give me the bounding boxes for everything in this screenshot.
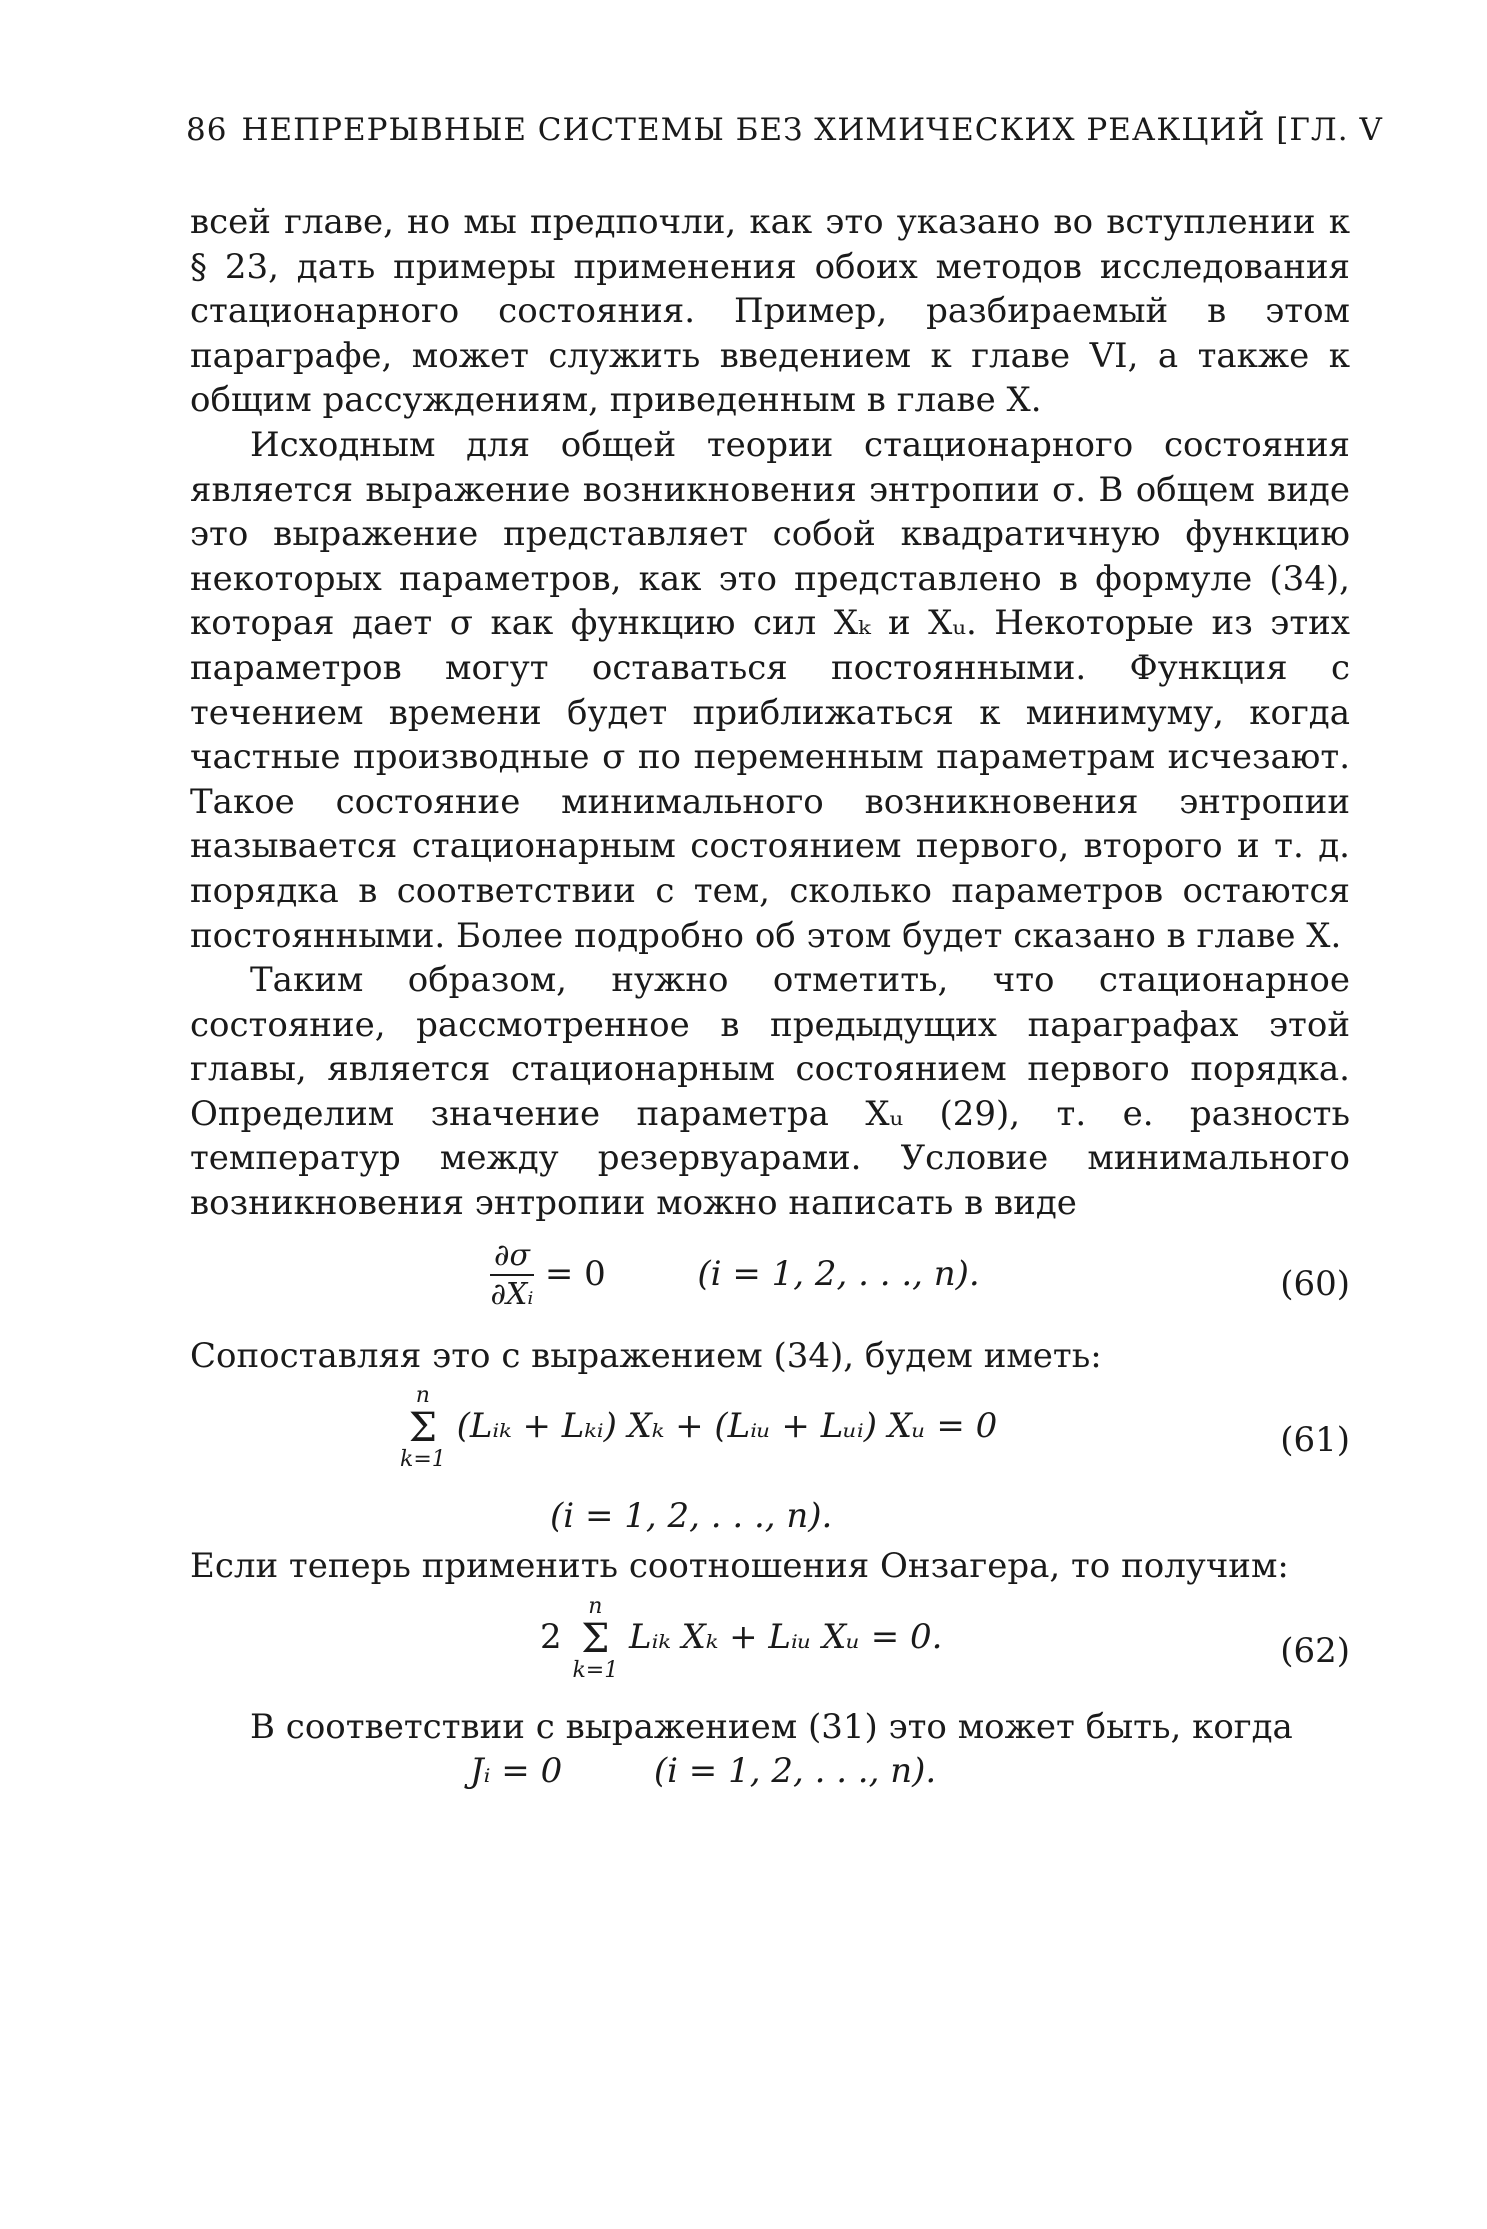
page-body — [190, 200, 1350, 1794]
eq61-sum-bottom: k=1 — [400, 1447, 446, 1473]
paragraph-3: Таким образом, нужно отметить, что стационарное состояние, рассмотренное в предыдущих параграфах этой главы, является стационарным состоянием первого порядка. Определим значение параметра Xᵤ (29), т. е. разность температур между резервуарами. Условие минимального возникновения энтропии можно написать в виде — [190, 960, 1350, 1224]
eq62-sum-bottom: k=1 — [572, 1657, 619, 1683]
paragraph-6: В соответствии с выражением (31) это может быть, когда — [250, 1706, 1293, 1747]
paragraph-2: Исходным для общей теории стационарного состояния является выражение возникновения энтропии σ. В общем виде это выражение представляет собой квадратичную функцию некоторых параметров, как это представлено в формуле (34), которая дает σ как функцию сил Xₖ и Xᵤ. Некоторые из этих параметров могут оставаться постоянными. Функция с течением времени будет приближаться к минимуму, когда частные производные σ по переменным параметрам исчезают. Такое состояние минимального возникновения энтропии называется стационарным состоянием первого, второго и т. д. порядка в соответствии с тем, сколько параметров остаются постоянными. Более подробно об этом будет сказано в главе X. — [190, 424, 1350, 956]
page-number: 86 — [186, 112, 228, 148]
eq61-sum — [400, 1384, 446, 1472]
eq62-sum — [572, 1595, 618, 1683]
eq61-body: (Lᵢₖ + Lₖᵢ) Xₖ + (Lᵢᵤ + Lᵤᵢ) Xᵤ = 0 — [456, 1406, 998, 1447]
equation-62 — [190, 1595, 1350, 1699]
eq62-body: Lᵢₖ Xₖ + Lᵢᵤ Xᵤ = 0. — [629, 1616, 943, 1657]
final-lhs: Jᵢ = 0 — [470, 1751, 563, 1792]
eq60-rhs: = 0 — [544, 1253, 606, 1294]
eq60-fraction — [490, 1238, 534, 1314]
eq61-range: (i = 1, 2, . . ., n). — [550, 1496, 833, 1537]
eq62-coef: 2 — [540, 1616, 562, 1657]
eq61-number: (61) — [1280, 1420, 1350, 1461]
eq60-numerator: ∂σ — [490, 1238, 534, 1276]
equation-60 — [190, 1232, 1350, 1328]
final-range: (i = 1, 2, . . ., n). — [653, 1751, 937, 1792]
paragraph-5: Если теперь применить соотношения Онзагера, то получим: — [190, 1546, 1289, 1587]
sigma-symbol: Σ — [408, 1405, 438, 1452]
eq62-sum-top: n — [588, 1593, 603, 1619]
paragraph-1: всей главе, но мы предпочли, как это указано во вступлении к § 23, дать примеры применения обоих методов исследования стационарного состояния. Пример, разбираемый в этом параграфе, может служить введением к главе VI, а также к общим рассуждениям, приведенным в главе X. — [190, 202, 1350, 421]
equation-61 — [190, 1384, 1350, 1488]
running-header — [186, 112, 1383, 148]
eq60-range: (i = 1, 2, . . ., n). — [697, 1253, 980, 1294]
paragraph-4: Сопоставляя это с выражением (34), будем иметь: — [190, 1335, 1102, 1376]
eq61-sum-top: n — [415, 1383, 430, 1409]
equation-final — [470, 1749, 1350, 1794]
sigma-symbol: Σ — [581, 1615, 610, 1662]
running-title: НЕПРЕРЫВНЫЕ СИСТЕМЫ БЕЗ ХИМИЧЕСКИХ РЕАКЦИЙ [ГЛ. V — [241, 112, 1383, 148]
eq60-denominator: ∂Xᵢ — [490, 1276, 534, 1312]
eq62-number: (62) — [1280, 1630, 1350, 1671]
eq60-number: (60) — [1280, 1263, 1350, 1304]
